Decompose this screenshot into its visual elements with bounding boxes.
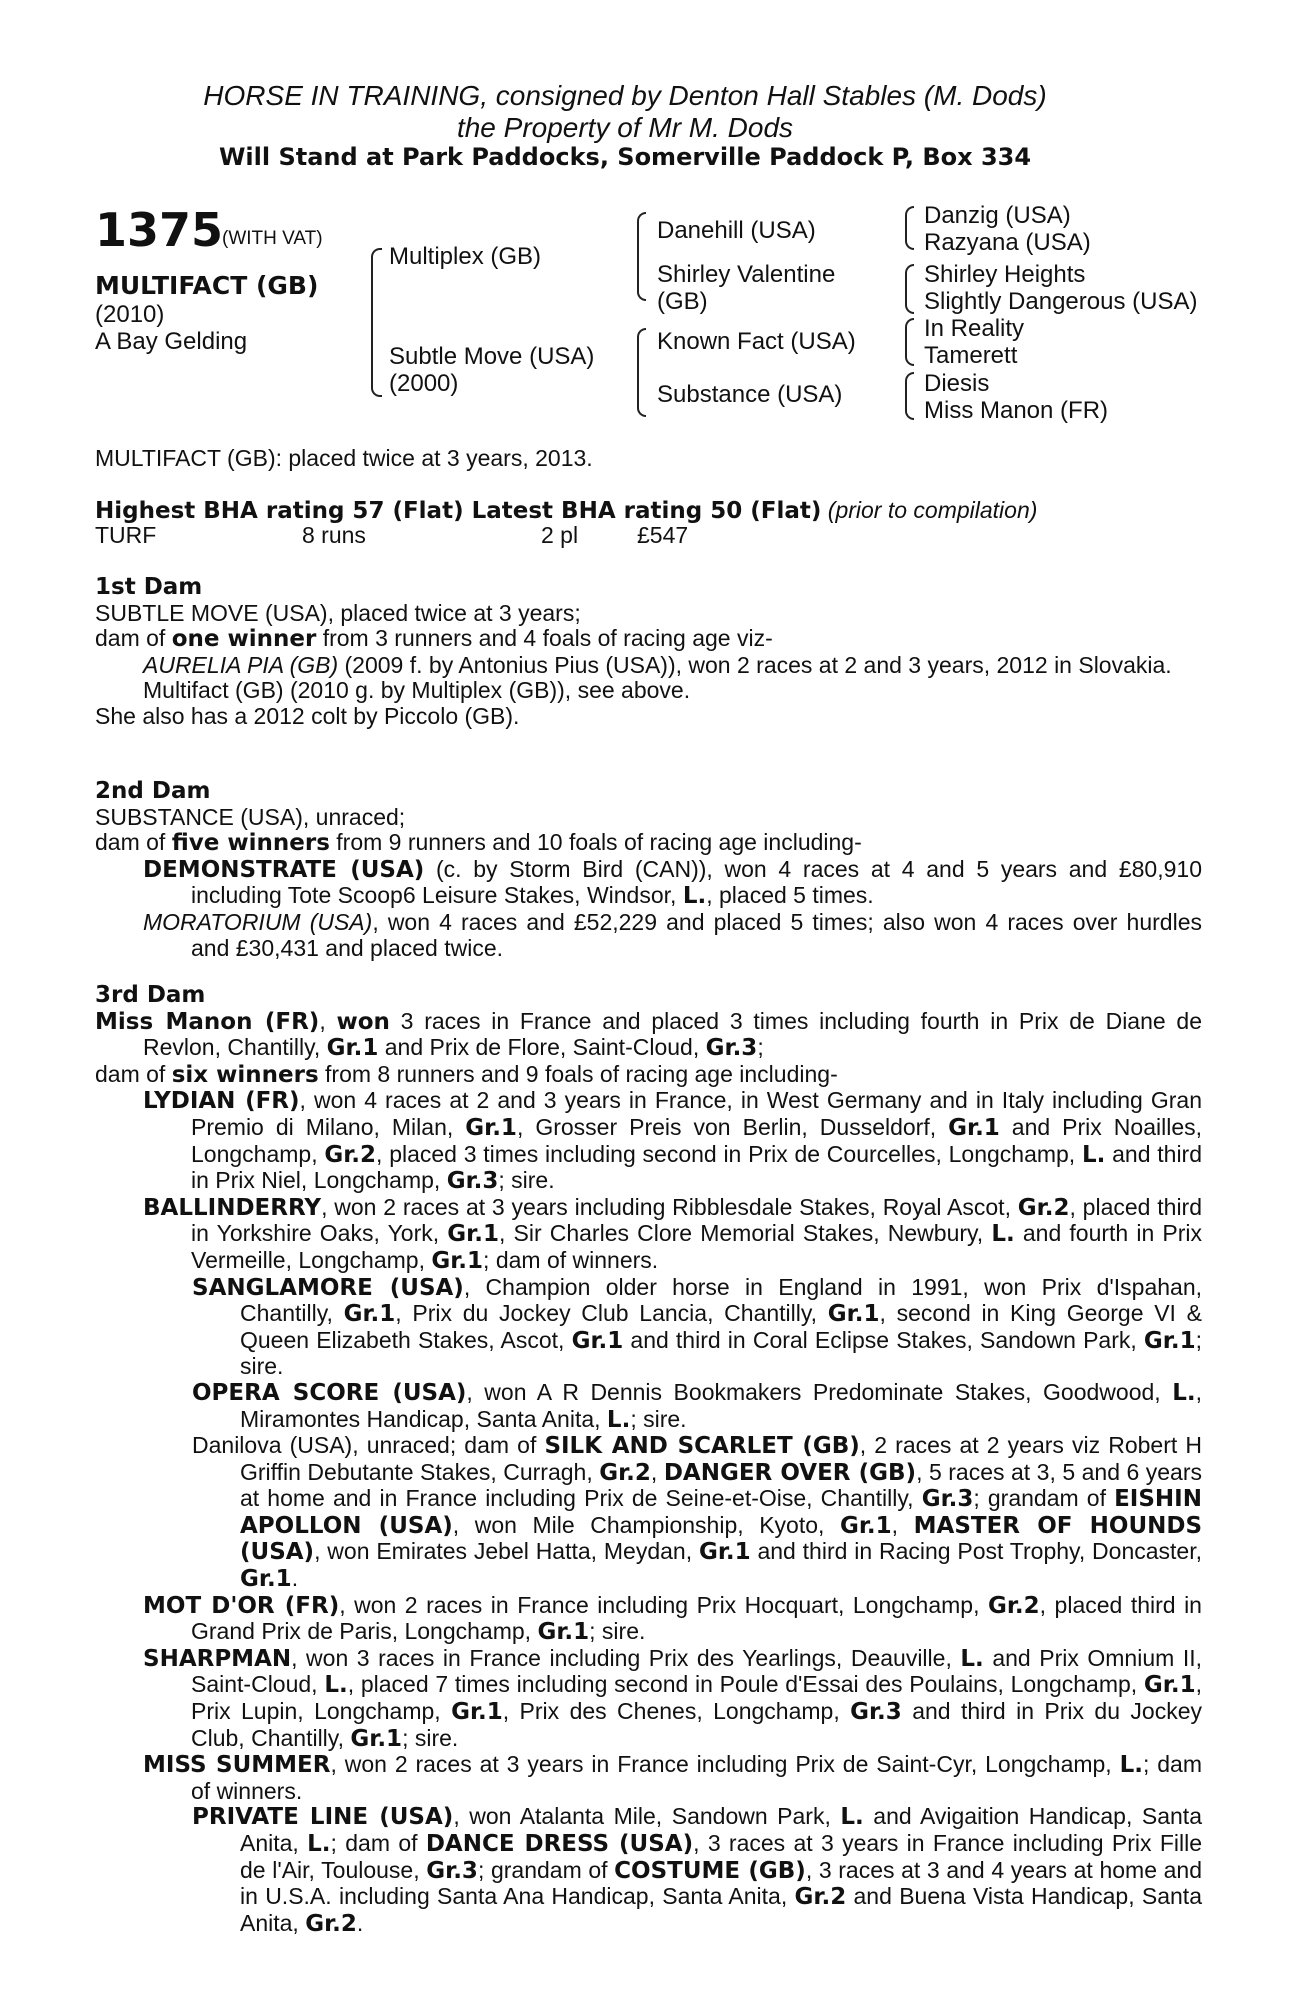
pedigree-brace-main: [371, 248, 382, 397]
third-dam-produce-line: dam of six winners from 8 runners and 9 foals of racing age including-: [95, 1060, 838, 1088]
pedigree-brace-g4: [905, 372, 914, 420]
pedigree-g6: Tamerett: [924, 342, 1018, 369]
pedigree-g8: Miss Manon (FR): [924, 397, 1109, 424]
header-title: HORSE IN TRAINING, consigned by Denton Hall Stables (M. Dods): [203, 80, 1047, 111]
produce-private-line: PRIVATE LINE (USA), won Atalanta Mile, Sandown Park, L. and Avigaition Handicap, Santa Anita, L.; dam of DANCE DRESS (USA), 3 races at 3 years in France including Prix Fille de l'Air, Toulouse, Gr.3; grandam of COSTUME (GB), 3 races at 3 and 4 years at home and in U.S.A. including Santa Ana Handicap, Santa Anita, Gr.2 and Buena Vista Handicap, Santa Anita, Gr.2.: [192, 1803, 1202, 1937]
header-location: Will Stand at Park Paddocks, Somerville Paddock P, Box 334: [218, 143, 1032, 171]
pedigree-brace-g2: [905, 264, 914, 314]
produce-ballinderry: BALLINDERRY, won 2 races at 3 years including Ribblesdale Stakes, Royal Ascot, Gr.2, placed third in Yorkshire Oaks, York, Gr.1, Sir Charles Clore Memorial Stakes, Newbury, L. and fourth in Prix Vermeille, Longchamp, Gr.1; dam of winners.: [143, 1193, 1202, 1274]
pedigree-brace-sire: [637, 212, 646, 301]
lot-vat: (WITH VAT): [222, 228, 323, 249]
pedigree-g1: Danzig (USA): [924, 202, 1071, 229]
third-dam-section: [95, 983, 1202, 1937]
first-dam-note: She also has a 2012 colt by Piccolo (GB).: [95, 702, 520, 729]
record-runs: 8 runs: [302, 522, 366, 548]
pedigree-dam: Subtle Move (USA): [389, 343, 595, 370]
lot-number: 1375: [95, 203, 224, 257]
third-dam-heading: 3rd Dam: [95, 982, 206, 1008]
produce-sharpman: SHARPMAN, won 3 races in France including Prix des Yearlings, Deauville, L. and Prix Omnium II, Saint-Cloud, L., placed 7 times including second in Poule d'Essai des Poulains, Longchamp, Gr.1, Prix Lupin, Longchamp, Gr.1, Prix des Chenes, Longchamp, Gr.3 and third in Prix du Jockey Club, Chantilly, Gr.1; sire.: [143, 1644, 1202, 1752]
first-dam-produce-line: dam of one winner from 3 runners and 4 foals of racing age viz-: [95, 625, 773, 653]
pedigree-g4: Slightly Dangerous (USA): [924, 288, 1198, 315]
first-dam-heading: 1st Dam: [95, 574, 203, 600]
third-dam-line: Miss Manon (FR), won 3 races in France and placed 3 times including fourth in Prix de Diane de Revlon, Chantilly, Gr.1 and Prix de Flore, Saint-Cloud, Gr.3;: [95, 1007, 1203, 1062]
pedigree-brace-dam: [637, 328, 646, 417]
first-dam-line: SUBTLE MOVE (USA), placed twice at 3 years;: [95, 599, 581, 626]
second-dam-section: [95, 779, 1202, 961]
pedigree-brace-g1: [905, 206, 914, 250]
pedigree-sire: Multiplex (GB): [389, 243, 542, 270]
produce-moratorium: MORATORIUM (USA), won 4 races and £52,229 and placed 5 times; also won 4 races over hurdles and £30,431 and placed twice.: [143, 908, 1202, 961]
produce-lydian: LYDIAN (FR), won 4 races at 2 and 3 years in France, in West Germany and in Italy including Gran Premio di Milano, Milan, Gr.1, Grosser Preis von Berlin, Dusseldorf, Gr.1 and Prix Noailles, Longchamp, Gr.2, placed 3 times including second in Prix de Courcelles, Longchamp, L. and third in Prix Niel, Longchamp, Gr.3; sire.: [143, 1087, 1203, 1195]
pedigree-g3: Shirley Heights: [924, 261, 1086, 288]
pedigree-sire-dam: Shirley Valentine: [657, 261, 836, 288]
bha-rating: [95, 498, 1037, 525]
first-dam-section: [95, 575, 1202, 730]
bha-rating-text: Highest BHA rating 57 (Flat) Latest BHA rating 50 (Flat): [95, 498, 822, 524]
produce-mot-dor: MOT D'OR (FR), won 2 races in France including Prix Hocquart, Longchamp, Gr.2, placed third in Grand Prix de Paris, Longchamp, Gr.1; sire.: [143, 1591, 1202, 1646]
record-earnings: £547: [637, 522, 689, 548]
pedigree-dam-dam: Substance (USA): [657, 381, 843, 408]
second-dam-produce-line: dam of five winners from 9 runners and 10 foals of racing age including-: [95, 829, 862, 857]
pedigree-g5: In Reality: [924, 315, 1025, 342]
pedigree-sire-dam-2: (GB): [657, 288, 708, 315]
header-owner: the Property of Mr M. Dods: [456, 112, 794, 143]
produce-miss-summer: MISS SUMMER, won 2 races at 3 years in France including Prix de Saint-Cyr, Longchamp, L.; dam of winners.: [143, 1751, 1202, 1804]
produce-danilova: Danilova (USA), unraced; dam of SILK AND SCARLET (GB), 2 races at 2 years viz Robert H Griffin Debutante Stakes, Curragh, Gr.2, DANGER OVER (GB), 5 races at 3, 5 and 6 years at home and in France including Prix de Seine-et-Oise, Chantilly, Gr.3; grandam of EISHIN APOLLON (USA), won Mile Championship, Kyoto, Gr.1, MASTER OF HOUNDS (USA), won Emirates Jebel Hatta, Meydan, Gr.1 and third in Racing Post Trophy, Doncaster, Gr.1.: [192, 1432, 1203, 1593]
second-dam-heading: 2nd Dam: [95, 778, 211, 804]
record-surface: TURF: [95, 522, 157, 548]
pedigree-brace-g3: [905, 318, 914, 366]
horse-year: (2010): [95, 301, 165, 328]
pedigree-sire-sire: Danehill (USA): [657, 217, 816, 244]
horse-name: MULTIFACT (GB): [95, 271, 319, 300]
record-placed: 2 pl: [541, 522, 579, 548]
produce-multifact: Multifact (GB) (2010 g. by Multiplex (GB)), see above.: [143, 677, 691, 704]
second-dam-line: SUBSTANCE (USA), unraced;: [95, 803, 406, 830]
pedigree-dam-sire: Known Fact (USA): [657, 328, 856, 355]
bha-rating-note: (prior to compilation): [827, 497, 1038, 523]
pedigree-g7: Diesis: [924, 370, 990, 397]
produce-aurelia-pia: AURELIA PIA (GB) (2009 f. by Antonius Pius (USA)), won 2 races at 2 and 3 years, 2012 in Slovakia.: [143, 651, 1172, 678]
horse-description: A Bay Gelding: [95, 328, 248, 355]
race-summary: MULTIFACT (GB): placed twice at 3 years, 2013.: [95, 445, 593, 471]
pedigree-g2: Razyana (USA): [924, 229, 1091, 256]
produce-sanglamore: SANGLAMORE (USA), Champion older horse in England in 1991, won Prix d'Ispahan, Chantilly, Gr.1, Prix du Jockey Club Lancia, Chantilly, Gr.1, second in King George VI & Queen Elizabeth Stakes, Ascot, Gr.1 and third in Coral Eclipse Stakes, Sandown Park, Gr.1; sire.: [192, 1273, 1202, 1380]
produce-demonstrate: DEMONSTRATE (USA) (c. by Storm Bird (CAN)), won 4 races at 4 and 5 years and £80,910 including Tote Scoop6 Leisure Stakes, Windsor, L., placed 5 times.: [143, 855, 1202, 910]
produce-opera-score: OPERA SCORE (USA), won A R Dennis Bookmakers Predominate Stakes, Goodwood, L., Miramontes Handicap, Santa Anita, L.; sire.: [192, 1378, 1202, 1433]
pedigree-dam-year: (2000): [389, 370, 459, 397]
